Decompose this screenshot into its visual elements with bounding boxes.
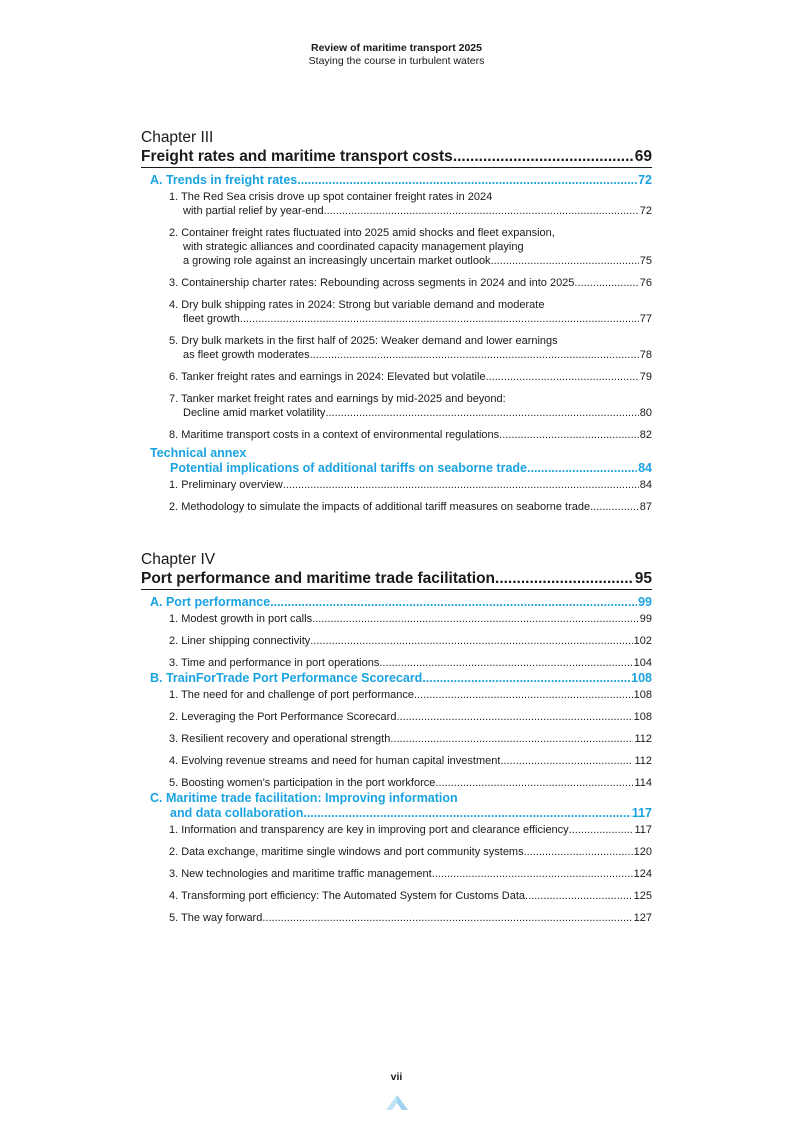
leader-dots [390, 732, 633, 746]
entry-page: 102 [633, 635, 652, 647]
leader-dots [240, 312, 639, 326]
entry-line: fleet growth [183, 313, 240, 325]
leader-dots [569, 823, 634, 837]
chapter-title[interactable] [141, 147, 652, 168]
toc-entry[interactable] [169, 634, 652, 648]
leader-dots [414, 688, 633, 702]
entry-page: 114 [634, 777, 652, 789]
leader-dots [453, 147, 634, 166]
chapter-title-text: Freight rates and maritime transport costs [141, 148, 453, 165]
section-page: 84 [638, 461, 652, 475]
toc-entry[interactable] [169, 889, 652, 903]
entry-page: 108 [633, 689, 652, 701]
entry-page: 87 [639, 501, 652, 513]
report-title: Review of maritime transport 2025 [311, 42, 482, 54]
leader-dots [495, 569, 634, 588]
toc-entry[interactable] [169, 478, 652, 492]
leader-dots [283, 478, 639, 492]
leader-dots [396, 710, 632, 724]
toc-entry[interactable] [169, 710, 652, 724]
toc-entry[interactable] [169, 754, 652, 768]
entry-line: 1. Modest growth in port calls [169, 613, 313, 625]
entry-line: 2. Leveraging the Port Performance Scorecard [169, 711, 397, 723]
entry-page: 120 [633, 846, 652, 858]
entry-line: with strategic alliances and coordinated capacity management playing [183, 241, 524, 253]
leader-dots [499, 428, 639, 442]
entry-line: 4. Evolving revenue streams and need for human capital investment [169, 755, 501, 767]
section-b-link[interactable] [150, 671, 652, 686]
toc-entry[interactable] [169, 845, 652, 859]
toc-entry[interactable] [169, 867, 652, 881]
section-title: and data collaboration [170, 806, 304, 820]
entry-page: 76 [639, 277, 652, 289]
entry-line: with partial relief by year-end [183, 205, 324, 217]
chapter-title-text: Port performance and maritime trade facilitation [141, 570, 496, 587]
toc-entry[interactable] [169, 226, 652, 268]
leader-dots [270, 595, 637, 610]
leader-dots [527, 461, 637, 476]
toc-entry[interactable] [169, 911, 652, 925]
leader-dots [574, 276, 638, 290]
chapter-4-block [141, 551, 652, 925]
entry-page: 75 [639, 255, 652, 267]
chapter-label: Chapter III [141, 129, 214, 146]
chapter-page: 95 [634, 570, 652, 587]
entry-line: 5. Dry bulk markets in the first half of 2025: Weaker demand and lower earnings [169, 335, 558, 347]
section-page: 117 [631, 806, 652, 820]
entry-line: a growing role against an increasingly uncertain market outlook [183, 255, 491, 267]
leader-dots [500, 754, 633, 768]
entry-page: 104 [633, 657, 652, 669]
entry-line: 2. Data exchange, maritime single windows and port community systems [169, 846, 524, 858]
section-page: 108 [631, 671, 652, 685]
leader-dots [297, 173, 637, 188]
chevron-up-icon[interactable] [384, 1089, 410, 1115]
toc-entry[interactable] [169, 276, 652, 290]
running-header [0, 42, 793, 68]
section-title: Potential implications of additional tariffs on seaborne trade [170, 461, 527, 475]
leader-dots [303, 806, 630, 821]
entry-page: 117 [634, 824, 652, 836]
leader-dots [590, 500, 639, 514]
entry-line: 3. Containership charter rates: Rebounding across segments in 2024 and into 2025 [169, 277, 575, 289]
chapter-3-block [141, 129, 652, 514]
entry-line: 5. Boosting women’s participation in the port workforce [169, 777, 436, 789]
entry-line: 1. The need for and challenge of port performance [169, 689, 415, 701]
toc-entry[interactable] [169, 370, 652, 384]
toc-entry[interactable] [169, 392, 652, 420]
entry-page: 82 [639, 429, 652, 441]
toc-entry[interactable] [169, 823, 652, 837]
entry-line: 5. The way forward [169, 912, 263, 924]
entry-line: 3. Resilient recovery and operational strength [169, 733, 391, 745]
section-title: A. Port performance [150, 595, 271, 609]
toc-entry[interactable] [169, 190, 652, 218]
entry-line: 2. Methodology to simulate the impacts of additional tariff measures on seaborne trade [169, 501, 591, 513]
leader-dots [435, 776, 633, 790]
entry-page: 79 [639, 371, 652, 383]
entry-line: as fleet growth moderates [183, 349, 310, 361]
entry-page: 84 [639, 479, 652, 491]
entry-line: 4. Dry bulk shipping rates in 2024: Strong but variable demand and moderate [169, 299, 545, 311]
toc-entry[interactable] [169, 500, 652, 514]
entry-page: 78 [639, 349, 652, 361]
section-c-link[interactable] [150, 791, 652, 821]
toc-entry[interactable] [169, 428, 652, 442]
annex-title-link[interactable] [170, 461, 652, 476]
section-a-link[interactable] [150, 173, 652, 188]
entry-page: 99 [639, 613, 652, 625]
entry-page: 80 [639, 407, 652, 419]
section-title: B. TrainForTrade Port Performance Scorecard [150, 671, 423, 685]
entry-line: 6. Tanker freight rates and earnings in 2024: Elevated but volatile [169, 371, 486, 383]
leader-dots [379, 656, 632, 670]
leader-dots [312, 612, 639, 626]
section-title: A. Trends in freight rates [150, 173, 298, 187]
section-page: 99 [638, 595, 652, 609]
entry-line: 2. Liner shipping connectivity [169, 635, 311, 647]
toc-entry[interactable] [169, 334, 652, 362]
entry-line: 3. Time and performance in port operations [169, 657, 380, 669]
technical-annex-label: Technical annex [150, 446, 247, 460]
leader-dots [325, 406, 638, 420]
chapter-title[interactable] [141, 569, 652, 590]
entry-line: 4. Transforming port efficiency: The Automated System for Customs Data [169, 890, 526, 902]
leader-dots [422, 671, 630, 686]
leader-dots [310, 348, 639, 362]
entry-line: Decline amid market volatility [183, 407, 326, 419]
leader-dots [262, 911, 632, 925]
report-subtitle: Staying the course in turbulent waters [308, 55, 485, 67]
section-page: 72 [638, 173, 652, 187]
page-number: vii [390, 1071, 403, 1083]
entry-line: 1. Information and transparency are key in improving port and clearance efficiency [169, 824, 569, 836]
section-title: C. Maritime trade facilitation: Improving information [150, 791, 458, 805]
entry-line: 1. Preliminary overview [169, 479, 283, 491]
chapter-label: Chapter IV [141, 551, 216, 568]
entry-page: 112 [634, 733, 652, 745]
toc-entry[interactable] [169, 612, 652, 626]
chapter-page: 69 [634, 148, 652, 165]
entry-page: 124 [633, 868, 652, 880]
leader-dots [524, 845, 633, 859]
entry-page: 112 [634, 755, 652, 767]
entry-page: 72 [639, 205, 652, 217]
toc-entry[interactable] [169, 688, 652, 702]
entry-line: 3. New technologies and maritime traffic management [169, 868, 432, 880]
entry-line: 7. Tanker market freight rates and earnings by mid-2025 and beyond: [169, 393, 506, 405]
section-a-link[interactable] [150, 595, 652, 610]
toc-entry[interactable] [169, 298, 652, 326]
entry-page: 108 [633, 711, 652, 723]
entry-line: 8. Maritime transport costs in a context of environmental regulations [169, 429, 500, 441]
toc-entry[interactable] [169, 656, 652, 670]
leader-dots [525, 889, 633, 903]
entry-page: 77 [639, 313, 652, 325]
leader-dots [432, 867, 633, 881]
toc-entry[interactable] [169, 732, 652, 746]
entry-line: 1. The Red Sea crisis drove up spot container freight rates in 2024 [169, 191, 493, 203]
leader-dots [486, 370, 639, 384]
entry-page: 125 [633, 890, 652, 902]
entry-page: 127 [633, 912, 652, 924]
leader-dots [491, 254, 639, 268]
leader-dots [324, 204, 639, 218]
leader-dots [310, 634, 632, 648]
toc-entry[interactable] [169, 776, 652, 790]
entry-line: 2. Container freight rates fluctuated into 2025 amid shocks and fleet expansion, [169, 227, 555, 239]
